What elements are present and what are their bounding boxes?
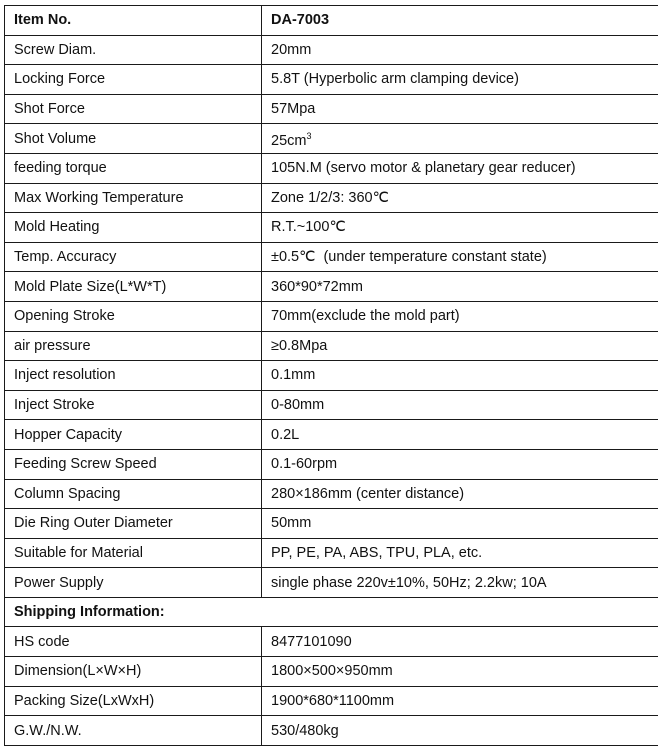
shipping-row-dimension (5, 657, 658, 687)
spec-value: 70mm(exclude the mold part) (262, 301, 658, 331)
shipping-value: 8477101090 (262, 627, 658, 657)
spec-value: ≥0.8Mpa (262, 331, 658, 361)
spec-row-air-pressure (5, 331, 658, 361)
spec-label: feeding torque (5, 153, 262, 183)
spec-label: Inject Stroke (5, 390, 262, 420)
spec-value: 280×186mm (center distance) (262, 479, 658, 509)
shipping-label: Packing Size(LxWxH) (5, 686, 262, 716)
shipping-label: HS code (5, 627, 262, 657)
spec-value: Zone 1/2/3: 360℃ (262, 183, 658, 213)
spec-row-opening-stroke (5, 301, 658, 331)
shipping-section-row (5, 597, 658, 627)
spec-value: 50mm (262, 509, 658, 539)
spec-row-mold-heating (5, 213, 658, 243)
spec-value: 0.1mm (262, 361, 658, 391)
spec-value: 360*90*72mm (262, 272, 658, 302)
spec-row-mold-plate-size (5, 272, 658, 302)
spec-value: PP, PE, PA, ABS, TPU, PLA, etc. (262, 538, 658, 568)
spec-label: Locking Force (5, 65, 262, 95)
spec-value-cell (262, 124, 658, 154)
spec-row-max-working-temperature (5, 183, 658, 213)
spec-value: 0.1-60rpm (262, 449, 658, 479)
spec-label: Mold Heating (5, 213, 262, 243)
spec-label: Opening Stroke (5, 301, 262, 331)
spec-row-shot-force (5, 94, 658, 124)
spec-label: Hopper Capacity (5, 420, 262, 450)
header-label: Item No. (5, 6, 262, 36)
spec-label: Shot Volume (5, 124, 262, 154)
spec-row-suitable-for-material (5, 538, 658, 568)
spec-value-superscript: 3 (306, 131, 312, 142)
shipping-value: 1900*680*1100mm (262, 686, 658, 716)
spec-label: Screw Diam. (5, 35, 262, 65)
shipping-value: 1800×500×950mm (262, 657, 658, 687)
spec-value: 0.2L (262, 420, 658, 450)
spec-value: R.T.~100℃ (262, 213, 658, 243)
spec-row-screw-diam (5, 35, 658, 65)
spec-label: Mold Plate Size(L*W*T) (5, 272, 262, 302)
spec-row-die-ring-outer-diameter (5, 509, 658, 539)
spec-value: 57Mpa (262, 94, 658, 124)
spec-table-body (5, 6, 658, 746)
spec-label: Die Ring Outer Diameter (5, 509, 262, 539)
spec-label: Max Working Temperature (5, 183, 262, 213)
spec-label: Column Spacing (5, 479, 262, 509)
spec-row-power-supply (5, 568, 658, 598)
spec-label: Shot Force (5, 94, 262, 124)
spec-label: air pressure (5, 331, 262, 361)
spec-label: Feeding Screw Speed (5, 449, 262, 479)
spec-value: 5.8T (Hyperbolic arm clamping device) (262, 65, 658, 95)
shipping-section-title: Shipping Information: (5, 597, 658, 627)
spec-row-column-spacing (5, 479, 658, 509)
shipping-label: G.W./N.W. (5, 716, 262, 746)
spec-label: Inject resolution (5, 361, 262, 391)
spec-row-shot-volume (5, 124, 658, 154)
spec-table (4, 5, 658, 746)
shipping-value: 530/480kg (262, 716, 658, 746)
spec-label: Suitable for Material (5, 538, 262, 568)
spec-row-feeding-screw-speed (5, 449, 658, 479)
shipping-label: Dimension(L×W×H) (5, 657, 262, 687)
spec-label: Power Supply (5, 568, 262, 598)
spec-value: 20mm (262, 35, 658, 65)
spec-value: 0-80mm (262, 390, 658, 420)
spec-value: single phase 220v±10%, 50Hz; 2.2kw; 10A (262, 568, 658, 598)
shipping-row-hs-code (5, 627, 658, 657)
shipping-row-packing-size (5, 686, 658, 716)
spec-row-inject-resolution (5, 361, 658, 391)
spec-value: 105N.M (servo motor & planetary gear reducer) (262, 153, 658, 183)
spec-row-feeding-torque (5, 153, 658, 183)
spec-row-temp-accuracy (5, 242, 658, 272)
shipping-row-weight (5, 716, 658, 746)
spec-row-hopper-capacity (5, 420, 658, 450)
spec-value: ±0.5℃ (under temperature constant state) (262, 242, 658, 272)
spec-row-inject-stroke (5, 390, 658, 420)
spec-row-locking-force (5, 65, 658, 95)
spec-label: Temp. Accuracy (5, 242, 262, 272)
spec-value: 25cm (271, 133, 307, 150)
header-value: DA-7003 (262, 6, 658, 36)
header-row (5, 6, 658, 36)
